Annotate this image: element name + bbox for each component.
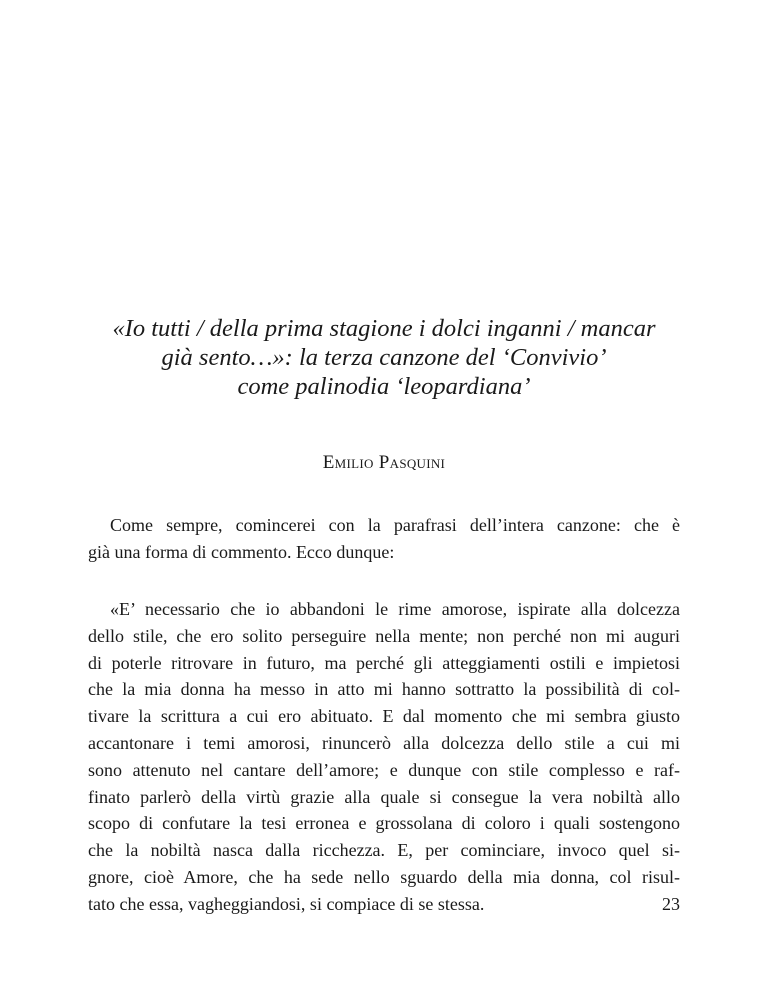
- chapter-title: [60, 314, 708, 401]
- text-line: già una forma di commento. Ecco dunque:: [88, 541, 395, 562]
- text-line: che la mia donna ha messo in atto mi hanno sottratto la possibilità di col-: [88, 679, 680, 700]
- text-line: accantonare i temi amorosi, rinuncerò alla dolcezza dello stile a cui mi: [88, 732, 680, 753]
- text-line: dello stile, che ero solito perseguire nella mente; non perché non mi auguri: [88, 625, 680, 646]
- page-number: 23: [662, 894, 680, 914]
- text-line: sono attenuto nel cantare dell’amore; e dunque con stile complesso e raf-: [88, 759, 680, 780]
- text-line: «E’ necessario che io abbandoni le rime amorose, ispirate alla dolcezza: [110, 599, 680, 619]
- text-line: finato parlerò della virtù grazie alla quale si consegue la vera nobiltà allo: [88, 786, 680, 807]
- author-name: Emilio Pasquini: [322, 452, 446, 473]
- text-line: Come sempre, comincerei con la parafrasi dell’intera canzone: che è: [110, 515, 680, 535]
- title-line-1: «Io tutti / della prima stagione i dolci inganni / mancar: [112, 315, 656, 342]
- text-line: gnore, cioè Amore, che ha sede nello sguardo della mia donna, col risul-: [88, 866, 680, 887]
- title-line-2: già sento…»: la terza canzone del ‘Convivio’: [161, 344, 607, 371]
- text-line: tato che essa, vagheggiandosi, si compiace di se stessa.: [88, 893, 485, 914]
- text-line: che la nobiltà nasca dalla ricchezza. E, per cominciare, invoco quel si-: [88, 840, 680, 861]
- text-line: di poterle ritrovare in futuro, ma perché gli atteggiamenti ostili e impietosi: [88, 652, 680, 673]
- text-line: scopo di confutare la tesi erronea e grossolana di coloro i quali sostengono: [88, 813, 680, 834]
- title-line-3: come palinodia ‘leopardiana’: [237, 373, 531, 400]
- text-line: tivare la scrittura a cui ero abituato. E dal momento che mi sembra giusto: [88, 706, 680, 727]
- intro-paragraph: [88, 512, 680, 566]
- paraphrase-paragraph: [88, 596, 680, 918]
